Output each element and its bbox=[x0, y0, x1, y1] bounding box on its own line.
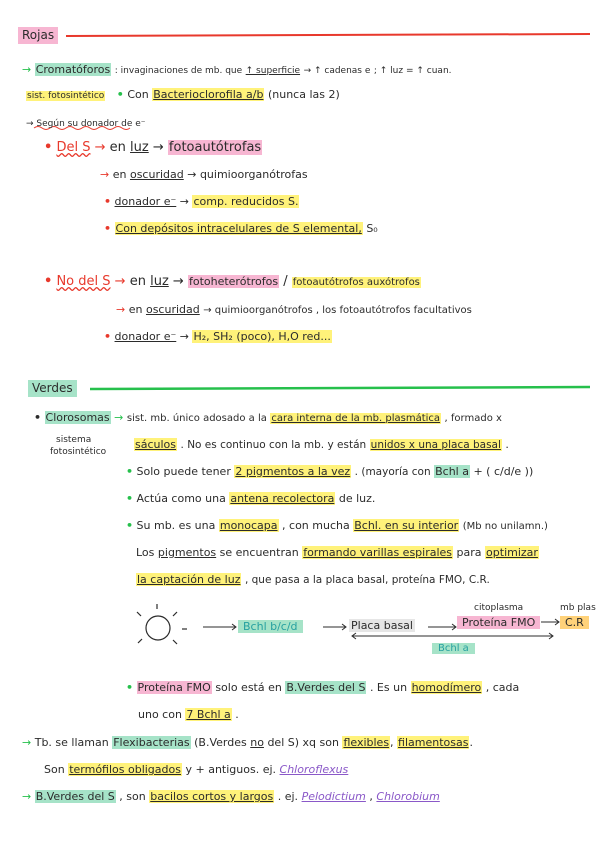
bullet-icon: • bbox=[44, 274, 53, 289]
bullet-icon: • bbox=[44, 140, 53, 155]
arrow-icon: → bbox=[179, 195, 189, 208]
clorosomas-line: • Clorosomas → sist. mb. único adosado a la cara interna de la mb. plasmática , formado x bbox=[34, 411, 502, 424]
fmo-line: • Proteína FMO solo está en B.Verdes del S . Es un homodímero , cada bbox=[126, 681, 520, 694]
segun-donador-line: → Según su donador de e⁻ bbox=[26, 119, 146, 129]
bullet-icon: • bbox=[126, 519, 134, 532]
captacion-line: la captación de luz , que pasa a la placa basal, proteína FMO, C.R. bbox=[137, 573, 490, 586]
diagram-citoplasma-label: citoplasma bbox=[474, 603, 524, 613]
sist-fotosintetico-label: sist. fotosintético bbox=[27, 91, 105, 101]
bullet-icon: • bbox=[104, 330, 112, 343]
bullet-icon: • bbox=[116, 88, 124, 101]
diagram-fmo-node: Proteína FMO bbox=[457, 615, 540, 631]
del-s-line: • Del S → en luz → fotoautótrofas bbox=[44, 140, 262, 155]
varillas-line: Los pigmentos se encuentran formando varillas espirales para optimizar bbox=[136, 546, 538, 559]
arrow-icon: → bbox=[172, 274, 184, 289]
del-s-depositos-line: • Con depósitos intracelulares de S elemental, S₀ bbox=[104, 222, 378, 235]
no-del-s-oscuridad-line: → en oscuridad → quimioorganótrofos , los fotoautótrofos facultativos bbox=[116, 303, 472, 316]
cromatoforos-term: Cromatóforos bbox=[35, 63, 111, 76]
section-title-rojas-text: Rojas bbox=[22, 28, 55, 42]
del-s-heading: Del S bbox=[56, 140, 91, 155]
del-s-oscuridad-line: → en oscuridad → quimioorganótrofas bbox=[100, 168, 308, 181]
diagram-placa-node: Placa basal bbox=[351, 619, 413, 632]
fotoautotrofas-term: fotoautótrofas bbox=[168, 140, 262, 155]
diagram-bchla-node: Bchl a bbox=[432, 640, 475, 657]
diagram-bchl-node: Bchl b/c/d bbox=[238, 619, 303, 635]
termofilos-line: Son termófilos obligados y + antiguos. ej. Chloroflexus bbox=[44, 763, 349, 776]
section-title-verdes-text: Verdes bbox=[32, 381, 73, 395]
diagram-mbplas-label: mb plas bbox=[560, 603, 596, 613]
clorosomas-term: Clorosomas bbox=[45, 411, 110, 424]
arrow-icon: → bbox=[22, 736, 32, 749]
verdes-rule bbox=[90, 387, 590, 389]
bullet-icon: • bbox=[126, 492, 134, 505]
flexibacterias-line: → Tb. se llaman Flexibacterias (B.Verdes no del S) xq son flexibles, filamentosas. bbox=[22, 736, 473, 749]
diagram-cr-node: C.R bbox=[560, 615, 589, 631]
arrow-icon: → bbox=[114, 411, 124, 424]
depositos-term: Con depósitos intracelulares de S elemental, bbox=[115, 222, 362, 235]
bacilos-line: → B.Verdes del S , son bacilos cortos y largos . ej. Pelodictium , Chlorobium bbox=[22, 790, 440, 803]
arrow-icon: → bbox=[116, 303, 126, 316]
saculos-line: sáculos . No es continuo con la mb. y están unidos x una placa basal . bbox=[135, 438, 509, 451]
bullet-icon: • bbox=[34, 411, 42, 424]
fmo-line-2: uno con 7 Bchl a . bbox=[138, 708, 239, 721]
arrow-icon: → bbox=[152, 140, 164, 155]
sistema-fotosintetico-label: sistema fotosintético bbox=[50, 435, 107, 457]
bullet-icon: • bbox=[126, 681, 134, 694]
monocapa-line: • Su mb. es una monocapa , con mucha Bchl. en su interior (Mb no unilamn.) bbox=[126, 519, 548, 532]
sun-icon bbox=[137, 604, 187, 644]
bullet-icon: • bbox=[104, 222, 112, 235]
no-del-s-donador-line: • donador e⁻ → H₂, SH₂ (poco), H,O red... bbox=[104, 330, 331, 343]
no-del-s-heading: No del S bbox=[56, 274, 111, 289]
arrow-icon: → bbox=[22, 63, 32, 76]
arrow-icon: → bbox=[179, 330, 189, 343]
bullet-icon: • bbox=[126, 465, 134, 478]
arrow-icon: → bbox=[100, 168, 110, 181]
no-del-s-line: • No del S → en luz → fotoheterótrofos / fotoautótrofos auxótrofos bbox=[44, 274, 420, 289]
bullet-icon: • bbox=[104, 195, 112, 208]
section-title-rojas bbox=[18, 27, 58, 44]
cromatoforos-line: → Cromatóforos : invaginaciones de mb. que ↑ superficie → ↑ cadenas e ; ↑ luz = ↑ cuan. bbox=[22, 63, 452, 76]
arrow-icon: → bbox=[22, 790, 32, 803]
del-s-donador-line: • donador e⁻ → comp. reducidos S. bbox=[104, 195, 299, 208]
arrow-icon: → bbox=[114, 274, 126, 289]
bacterioclorofila-term: Bacterioclorofila a/b bbox=[153, 88, 264, 101]
rojas-rule bbox=[66, 34, 590, 36]
pigmentos-line: • Solo puede tener 2 pigmentos a la vez . (mayoría con Bchl a + ( c/d/e )) bbox=[126, 465, 534, 478]
section-title-verdes bbox=[28, 380, 77, 397]
arrow-icon: → bbox=[94, 140, 106, 155]
sist-fotosintetico-line: sist. fotosintético • Con Bacterioclorofila a/b (nunca las 2) bbox=[27, 88, 340, 101]
antena-line: • Actúa como una antena recolectora de luz. bbox=[126, 492, 376, 505]
